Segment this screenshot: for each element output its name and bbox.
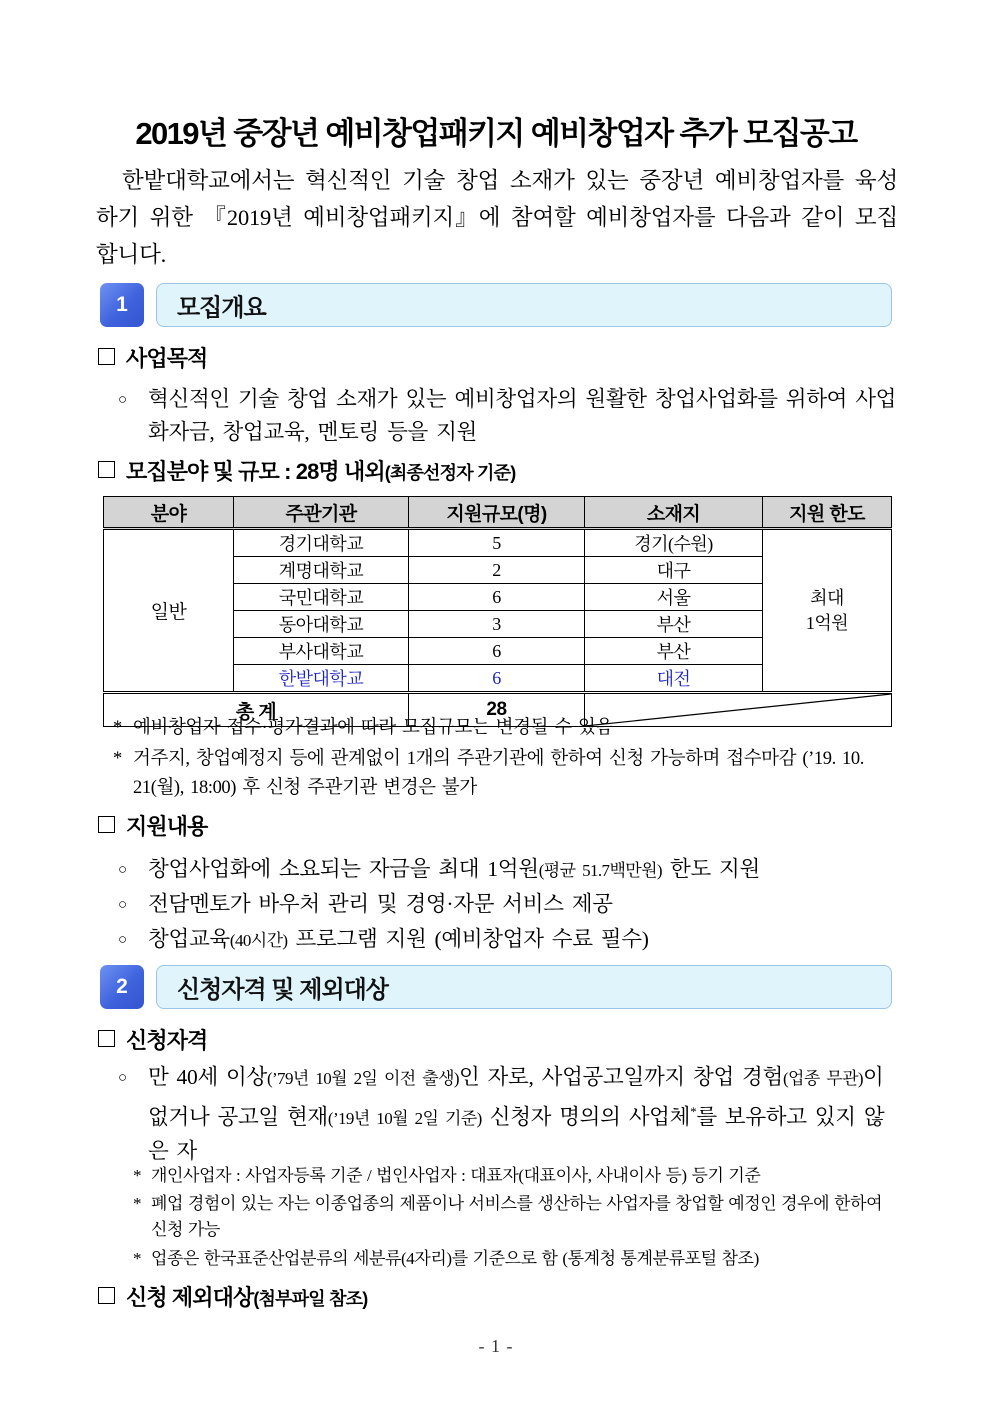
section-title-bar-1 [156, 283, 892, 327]
cell-location: 서울 [585, 584, 763, 611]
elig-p2: 인 자로, 사업공고일까지 창업 경험 [458, 1065, 783, 1089]
eligibility-note-3-text: 업종은 한국표준산업분류의 세분류(4자리)를 기준으로 함 (통계청 통계분류포털 참조) [151, 1249, 759, 1268]
th-limit: 지원 한도 [763, 497, 892, 529]
elig-p3: 이 없거나 공고일 현재 [148, 1065, 884, 1130]
heading-support [98, 810, 207, 841]
eligibility-note-1 [133, 1163, 898, 1189]
bullet-support-3-text [148, 923, 898, 957]
eligibility-note-3 [133, 1246, 898, 1272]
eligibility-note-2-text: 폐업 경험이 있는 자는 이종업종의 제품이나 서비스를 생산하는 사업자를 창업할 예정인 경우에 한하여 신청 가능 [151, 1194, 883, 1239]
circle-bullet-icon: ○ [118, 392, 127, 408]
bullet-purpose-text: 혁신적인 기술 창업 소재가 있는 예비창업자의 원활한 창업사업화를 위하여 사업화자금, 창업교육, 멘토링 등을 지원 [148, 387, 897, 444]
square-bullet-icon [98, 461, 115, 478]
table-note-1 [113, 714, 898, 743]
eligibility-note-1-text: 개인사업자 : 사업자등록 기준 / 법인사업자 : 대표자(대표이사, 사내이사 등) 등기 기준 [151, 1166, 761, 1185]
th-field: 분야 [104, 497, 234, 529]
page-title: 2019년 중장년 예비창업패키지 예비창업자 추가 모집공고 [135, 116, 857, 151]
asterisk-icon: * [113, 718, 122, 738]
cell-scale: 6 [409, 584, 585, 611]
cell-total-value: 28 [409, 693, 585, 727]
cell-location: 대구 [585, 557, 763, 584]
bullet-support-1-text [148, 853, 898, 887]
heading-support-label: 지원내용 [126, 814, 208, 839]
bullet-eligibility-text [148, 1061, 896, 1168]
section-header-1 [100, 283, 892, 327]
table-row [104, 529, 892, 557]
heading-purpose-label: 사업목적 [126, 346, 208, 371]
square-bullet-icon [98, 816, 115, 833]
table-note-1-text: 예비창업자 접수·평가결과에 따라 모집규모는 변경될 수 있음 [133, 718, 613, 738]
heading-scale-sub: (최종선정자 기준) [384, 463, 516, 483]
circle-bullet-icon: ○ [118, 897, 127, 913]
square-bullet-icon [98, 1287, 115, 1304]
square-bullet-icon [98, 1030, 115, 1047]
circle-bullet-icon: ○ [118, 932, 127, 948]
support-3-small: (40시간) [229, 931, 288, 950]
support-1-main-b: 한도 지원 [661, 857, 760, 881]
cell-location: 부산 [585, 611, 763, 638]
bullet-support-2 [118, 888, 898, 921]
heading-scale [98, 455, 515, 486]
square-bullet-icon [98, 348, 115, 365]
cell-organization: 계명대학교 [234, 557, 409, 584]
heading-purpose [98, 342, 207, 373]
cell-organization: 동아대학교 [234, 611, 409, 638]
intro-paragraph: 한밭대학교에서는 혁신적인 기술 창업 소재가 있는 중장년 예비창업자를 육성하기 위한 『2019년 예비창업패키지』에 참여할 예비창업자를 다음과 같이 모집합니다. [96, 168, 898, 267]
asterisk-icon: * [133, 1166, 142, 1185]
support-3-main-a: 창업교육 [148, 927, 230, 951]
asterisk-icon: * [113, 749, 122, 769]
cell-scale: 2 [409, 557, 585, 584]
section-title-1: 모집개요 [177, 294, 266, 322]
elig-s3: (’19년 10월 2일 기준) [327, 1109, 482, 1129]
cell-organization: 한밭대학교 [234, 665, 409, 693]
cell-scale: 5 [409, 529, 585, 557]
bullet-support-3 [118, 923, 898, 957]
cell-location: 경기(수원) [585, 529, 763, 557]
table-note-2 [113, 745, 898, 803]
cell-scale: 3 [409, 611, 585, 638]
section-header-2 [100, 965, 892, 1009]
cell-scale: 6 [409, 665, 585, 693]
cell-field-label: 일반 [104, 529, 234, 693]
elig-p5: 를 보유하고 있지 않은 자 [148, 1105, 885, 1164]
cell-location: 부산 [585, 638, 763, 665]
bullet-eligibility [118, 1061, 896, 1168]
cell-total-label: 총 계 [104, 693, 409, 727]
limit-line-2: 1억원 [805, 612, 849, 633]
asterisk-icon: * [133, 1249, 142, 1268]
cell-scale: 6 [409, 638, 585, 665]
cell-organization: 부사대학교 [234, 638, 409, 665]
support-3-main-b: 프로그램 지원 (예비창업자 수료 필수) [287, 927, 649, 951]
limit-line-1: 최대 [810, 587, 844, 608]
bullet-support-2-text: 전담멘토가 바우처 관리 및 경영·자문 서비스 제공 [148, 892, 613, 916]
cell-support-limit [763, 529, 892, 693]
section-title-bar-2 [156, 965, 892, 1009]
page-number: - 1 - [478, 1336, 514, 1356]
cell-location: 대전 [585, 665, 763, 693]
cell-organization: 경기대학교 [234, 529, 409, 557]
th-location: 소재지 [585, 497, 763, 529]
heading-eligibility-label: 신청자격 [126, 1028, 208, 1053]
asterisk-icon: * [133, 1194, 142, 1213]
recruitment-table [103, 496, 892, 727]
eligibility-note-2 [133, 1191, 898, 1243]
circle-bullet-icon: ○ [118, 862, 127, 878]
bullet-purpose [118, 383, 898, 449]
elig-p1: 만 40세 이상 [148, 1065, 267, 1089]
th-scale: 지원규모(명) [409, 497, 585, 529]
elig-p4: 신청자 명의의 사업체 [481, 1105, 691, 1130]
heading-scale-label: 모집분야 및 규모 : 28명 내외 [126, 459, 385, 484]
cell-organization: 국민대학교 [234, 584, 409, 611]
section-number-badge-1: 1 [100, 283, 144, 327]
elig-s2: (업종 무관) [782, 1069, 863, 1088]
heading-eligibility [98, 1024, 207, 1055]
heading-exclusion-sub: (첨부파일 참조) [253, 1289, 368, 1309]
section-number-badge-2: 2 [100, 965, 144, 1009]
recruitment-table-wrapper [103, 496, 891, 727]
asterisk-superscript-icon: * [690, 1104, 697, 1119]
section-title-2: 신청자격 및 제외대상 [177, 976, 388, 1004]
circle-bullet-icon: ○ [118, 1070, 127, 1086]
table-note-2-text: 거주지, 창업예정지 등에 관계없이 1개의 주관기관에 한하여 신청 가능하며 접수마감 (’19. 10. 21(월), 18:00) 후 신청 주관기관 변경은 불가 [133, 749, 864, 798]
support-1-main-a: 창업사업화에 소요되는 자금을 최대 1억원 [148, 857, 539, 881]
elig-s1: (’79년 10월 2일 이전 출생) [266, 1069, 459, 1088]
heading-exclusion-label: 신청 제외대상 [126, 1285, 254, 1310]
table-header-row [104, 497, 892, 529]
th-organization: 주관기관 [234, 497, 409, 529]
support-1-small: (평균 51.7백만원) [538, 861, 662, 880]
heading-exclusion [98, 1281, 367, 1312]
bullet-support-1 [118, 853, 898, 887]
